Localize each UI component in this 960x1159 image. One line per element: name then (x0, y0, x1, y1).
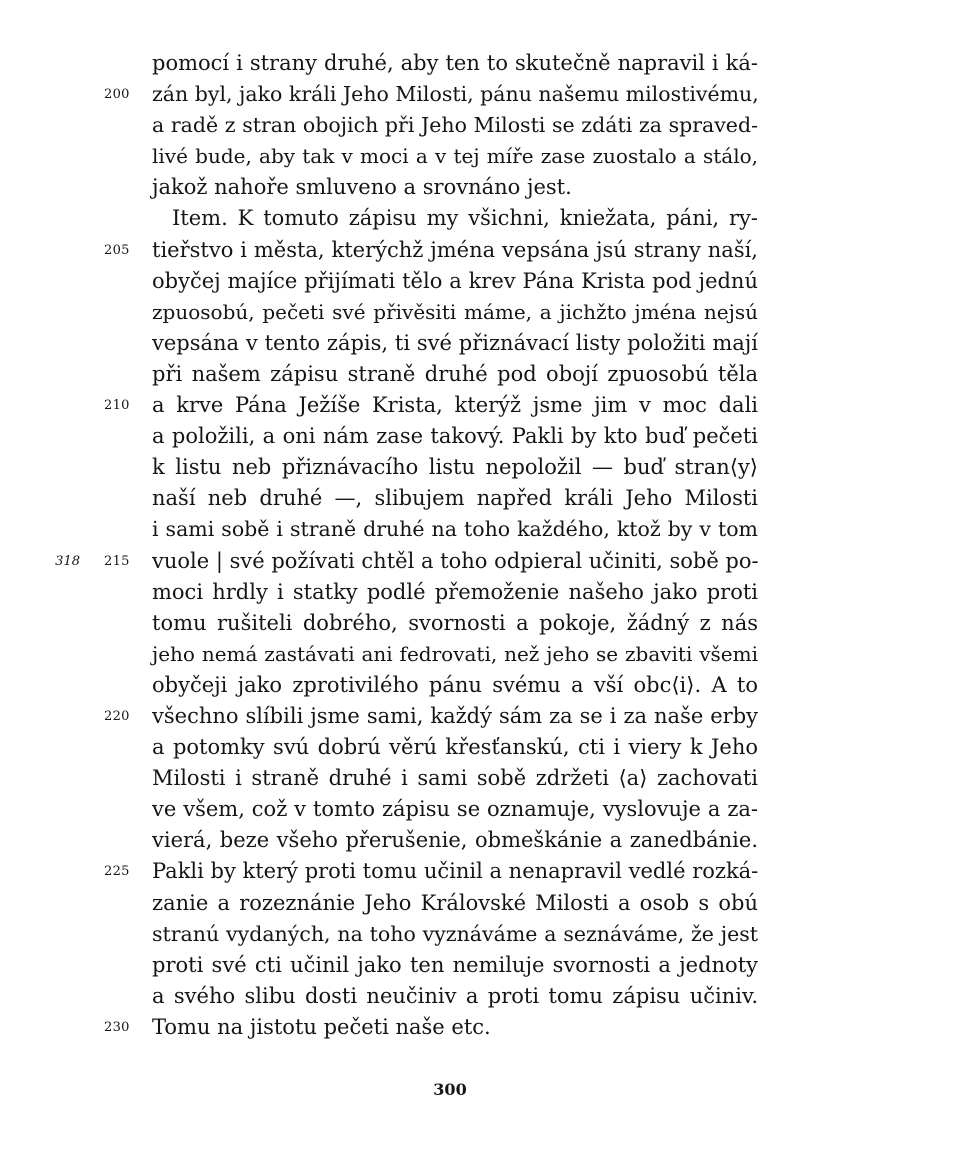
original-page-ref: 318 (55, 553, 80, 569)
text-line (152, 794, 758, 825)
text-line (152, 639, 758, 670)
line-text: Item. K tomuto zápisu my všichni, kniežata, páni, ry- (172, 206, 758, 231)
text-line (152, 203, 758, 234)
text-line (152, 452, 758, 483)
text-line (152, 577, 758, 608)
text-line (104, 235, 758, 266)
text-line (104, 856, 759, 887)
line-text: Milosti i straně druhé i sami sobě zdržeti ⟨a⟩ zachovati (152, 766, 758, 791)
line-number: 230 (104, 1019, 130, 1035)
line-text: tomu rušiteli dobrého, svornosti a pokoje, žádný z nás (152, 610, 758, 635)
line-text: všechno slíbili jsme sami, každý sám za se i za naše erby (152, 703, 758, 728)
line-text: proti své cti učinil jako ten nemiluje svornosti a jednoty (152, 952, 758, 977)
line-text: obyčeji jako zprotivilého pánu svému a vší obc⟨i⟩. A to (152, 672, 758, 697)
line-text: naší neb druhé —, slibujem napřed králi Jeho Milosti (152, 486, 758, 511)
line-text: stranú vydaných, na toho vyznáváme a seznáváme, že jest (152, 921, 758, 946)
line-text: a radě z stran obojich při Jeho Milosti se zdáti za spraved- (152, 113, 758, 138)
line-text: Tomu na jistotu pečeti naše etc. (152, 1014, 491, 1039)
line-text: vepsána v tento zápis, ti své přiznávací listy položiti mají (152, 330, 758, 355)
text-line (152, 763, 758, 794)
text-line (152, 919, 758, 950)
line-text: a svého slibu dosti neučiniv a proti tomu zápisu učiniv. (152, 983, 758, 1008)
text-line (152, 732, 758, 763)
line-number: 200 (104, 87, 130, 103)
line-text: jeho nemá zastávati ani fedrovati, než jeho se zbaviti všemi (152, 641, 758, 666)
line-text: a položili, a oni nám zase takový. Pakli by kto buď pečeti (152, 424, 758, 449)
line-text: vuole | své požívati chtěl a toho odpieral učiniti, sobě po- (152, 548, 759, 573)
line-text: a potomky svú dobrú věrú křesťanskú, cti i viery k Jeho (152, 735, 758, 760)
text-line (152, 514, 758, 545)
text-line (152, 608, 758, 639)
text-line (152, 141, 758, 172)
line-number: 220 (104, 708, 130, 724)
line-text: vierá, beze všeho přerušenie, obmeškánie a zanedbánie. (152, 828, 758, 853)
text-line (152, 266, 758, 297)
page-number: 300 (433, 1080, 467, 1099)
text-line (152, 421, 758, 452)
line-text: tieřstvo i města, kterýchž jména vepsána jsú strany naší, (152, 237, 758, 262)
body-text (55, 48, 759, 1043)
text-line (104, 390, 758, 421)
text-line (152, 670, 758, 701)
line-text: k listu neb přiznávacího listu nepoložil — buď stran⟨y⟩ (152, 455, 758, 480)
line-text: livé bude, aby tak v moci a v tej míře zase zuostalo a stálo, (152, 144, 758, 169)
line-text: a krve Pána Ježíše Krista, kterýž jsme jim v moc dali (152, 393, 758, 418)
line-text: obyčej majíce přijímati tělo a krev Pána Krista pod jednú (152, 268, 758, 293)
line-number: 225 (104, 864, 130, 880)
text-line (152, 888, 758, 919)
line-number: 205 (104, 242, 130, 258)
text-line (152, 48, 758, 79)
line-text: jakož nahoře smluveno a srovnáno jest. (152, 175, 572, 200)
text-line (152, 297, 758, 328)
text-line (152, 825, 758, 856)
line-text: zanie a rozeznánie Jeho Královské Milosti a osob s obú (152, 890, 758, 915)
text-line (152, 172, 758, 203)
text-line (152, 981, 758, 1012)
text-line (104, 79, 759, 110)
line-number: 210 (104, 398, 130, 414)
line-number: 215 (104, 553, 130, 569)
line-text: zpuosobú, pečeti své přivěsiti máme, a jichžto jména nejsú (152, 299, 758, 324)
line-text: Pakli by který proti tomu učinil a nenapravil vedlé rozká- (152, 859, 759, 884)
text-line (104, 701, 758, 732)
line-text: zán byl, jako králi Jeho Milosti, pánu našemu milostivému, (152, 82, 759, 107)
text-line (152, 950, 758, 981)
text-line (55, 546, 759, 577)
line-text: moci hrdly i statky podlé přemoženie našeho jako proti (152, 579, 758, 604)
text-line (152, 328, 758, 359)
text-line (152, 359, 758, 390)
line-text: pomocí i strany druhé, aby ten to skutečně napravil i ká- (152, 51, 758, 75)
text-line (104, 1012, 758, 1043)
text-line (152, 483, 758, 514)
text-line (152, 110, 758, 141)
line-text: i sami sobě i straně druhé na toho každého, ktož by v tom (152, 517, 758, 542)
line-text: ve všem, což v tomto zápisu se oznamuje, vyslovuje a za- (152, 797, 758, 822)
line-text: při našem zápisu straně druhé pod obojí zpuosobú těla (152, 361, 758, 386)
